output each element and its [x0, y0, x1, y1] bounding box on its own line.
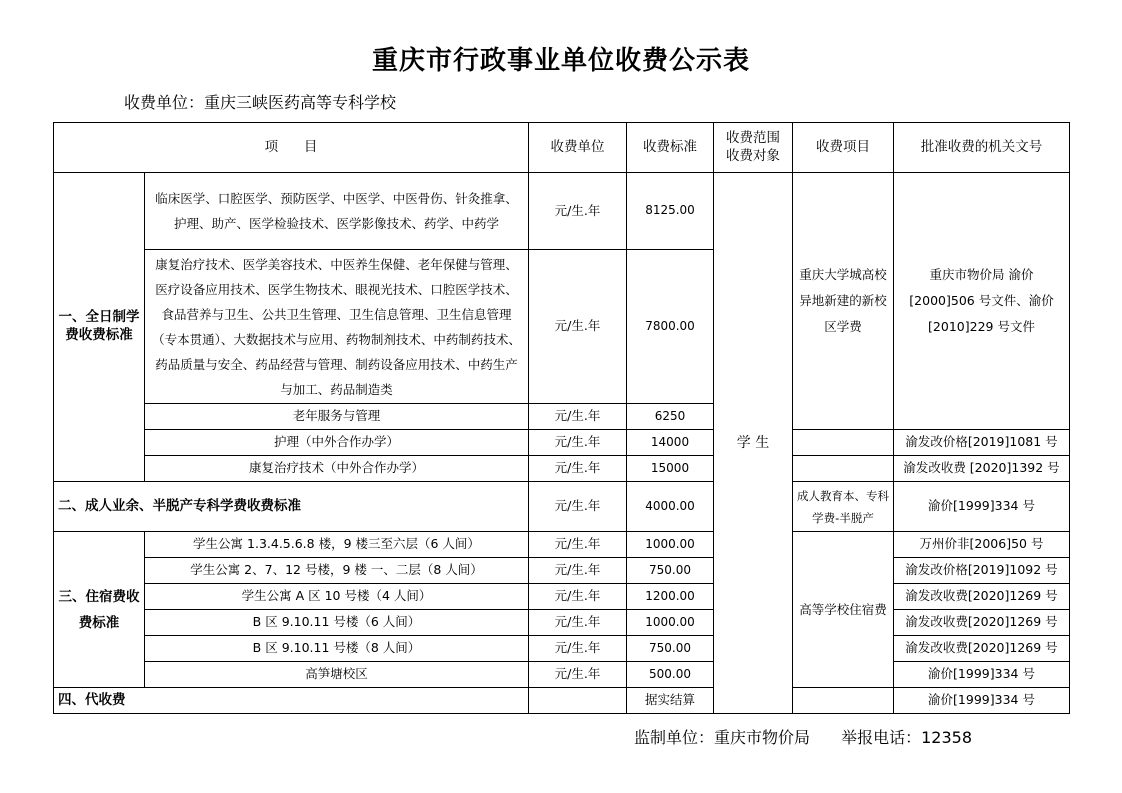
section1-row5-unit: 元/生.年 [529, 456, 627, 482]
table-row [54, 584, 1070, 610]
section3-row2-item: 学生公寓 2、7、12 号楼，9 楼 一、二层（8 人间） [145, 558, 529, 584]
section1-row4-fee-item [793, 430, 894, 456]
section1-row2-unit: 元/生.年 [529, 250, 627, 404]
section1-row4-approval: 渝发改价格[2019]1081 号 [894, 430, 1070, 456]
section3-row4-approval: 渝发改收费[2020]1269 号 [894, 610, 1070, 636]
fee-table [53, 122, 1070, 714]
section3-row6-standard: 500.00 [627, 662, 714, 688]
footer [634, 725, 972, 748]
table-row [54, 532, 1070, 558]
section3-row3-item: 学生公寓 A 区 10 号楼（4 人间） [145, 584, 529, 610]
section3-row5-unit: 元/生.年 [529, 636, 627, 662]
section2-unit: 元/生.年 [529, 482, 627, 532]
section1-approval: 重庆市物价局 渝价[2000]506 号文件、渝价[2010]229 号文件 [894, 173, 1070, 430]
section1-row5-standard: 15000 [627, 456, 714, 482]
section3-row3-unit: 元/生.年 [529, 584, 627, 610]
header-unit: 收费单位 [529, 123, 627, 173]
table-row [54, 636, 1070, 662]
section3-row2-unit: 元/生.年 [529, 558, 627, 584]
header-scope: 收费范围 收费对象 [714, 123, 793, 173]
section1-row3-item: 老年服务与管理 [145, 404, 529, 430]
section3-row6-item: 高笋塘校区 [145, 662, 529, 688]
section2-approval: 渝价[1999]334 号 [894, 482, 1070, 532]
section3-row5-item: B 区 9.10.11 号楼（8 人间） [145, 636, 529, 662]
section3-label: 三、住宿费收费标准 [54, 532, 145, 688]
section3-row5-approval: 渝发改收费[2020]1269 号 [894, 636, 1070, 662]
section3-row2-standard: 750.00 [627, 558, 714, 584]
section3-row4-item: B 区 9.10.11 号楼（6 人间） [145, 610, 529, 636]
section1-row5-item: 康复治疗技术（中外合作办学） [145, 456, 529, 482]
section1-row5-fee-item [793, 456, 894, 482]
table-row [54, 662, 1070, 688]
section3-row4-standard: 1000.00 [627, 610, 714, 636]
section4-unit [529, 688, 627, 714]
section2-standard: 4000.00 [627, 482, 714, 532]
section4-standard: 据实结算 [627, 688, 714, 714]
charging-unit: 收费单位：重庆三峡医药高等专科学校 [124, 93, 397, 112]
supervisor-text: 监制单位：重庆市物价局 [634, 728, 811, 747]
section1-label: 一、全日制学费收费标准 [54, 173, 145, 482]
section1-row4-item: 护理（中外合作办学） [145, 430, 529, 456]
hotline-text: 举报电话：12358 [841, 728, 973, 747]
section1-row1-unit: 元/生.年 [529, 173, 627, 250]
section1-row4-unit: 元/生.年 [529, 430, 627, 456]
header-standard: 收费标准 [627, 123, 714, 173]
section3-row1-standard: 1000.00 [627, 532, 714, 558]
section3-row3-standard: 1200.00 [627, 584, 714, 610]
section3-row2-approval: 渝发改价格[2019]1092 号 [894, 558, 1070, 584]
section3-row6-approval: 渝价[1999]334 号 [894, 662, 1070, 688]
section1-row1-item: 临床医学、口腔医学、预防医学、中医学、中医骨伤、针灸推拿、护理、助产、医学检验技术、医学影像技术、药学、中药学 [145, 173, 529, 250]
table-row [54, 456, 1070, 482]
table-row [54, 558, 1070, 584]
section2-fee-item: 成人教育本、专科学费-半脱产 [793, 482, 894, 532]
section3-row5-standard: 750.00 [627, 636, 714, 662]
scope-students: 学 生 [714, 173, 793, 714]
section1-row4-standard: 14000 [627, 430, 714, 456]
section1-row3-unit: 元/生.年 [529, 404, 627, 430]
section4-label: 四、代收费 [54, 688, 529, 714]
header-item: 项 目 [54, 123, 529, 173]
section1-row2-standard: 7800.00 [627, 250, 714, 404]
section3-row6-unit: 元/生.年 [529, 662, 627, 688]
section1-row1-standard: 8125.00 [627, 173, 714, 250]
section3-row4-unit: 元/生.年 [529, 610, 627, 636]
header-row [54, 123, 1070, 173]
section3-row3-approval: 渝发改收费[2020]1269 号 [894, 584, 1070, 610]
section1-row5-approval: 渝发改收费 [2020]1392 号 [894, 456, 1070, 482]
page-title: 重庆市行政事业单位收费公示表 [371, 46, 750, 76]
header-approval: 批准收费的机关文号 [894, 123, 1070, 173]
table-row [54, 430, 1070, 456]
section2-label: 二、成人业余、半脱产专科学费收费标准 [54, 482, 529, 532]
table-row [54, 173, 1070, 250]
section1-row2-item: 康复治疗技术、医学美容技术、中医养生保健、老年保健与管理、医疗设备应用技术、医学生物技术、眼视光技术、口腔医学技术、食品营养与卫生、公共卫生管理、卫生信息管理、卫生信息管理（专本贯通）、大数据技术与应用、药物制剂技术、中药制药技术、药品质量与安全、药品经营与管理、制药设备应用技术、中药生产与加工、药品制造类 [145, 250, 529, 404]
section3-row1-item: 学生公寓 1.3.4.5.6.8 楼，9 楼三至六层（6 人间） [145, 532, 529, 558]
table-row [54, 610, 1070, 636]
table-row [54, 482, 1070, 532]
section1-row3-standard: 6250 [627, 404, 714, 430]
section3-row1-unit: 元/生.年 [529, 532, 627, 558]
section3-row1-approval: 万州价非[2006]50 号 [894, 532, 1070, 558]
header-fee-item: 收费项目 [793, 123, 894, 173]
table-row [54, 688, 1070, 714]
section4-approval: 渝价[1999]334 号 [894, 688, 1070, 714]
section4-fee-item [793, 688, 894, 714]
section1-fee-item: 重庆大学城高校异地新建的新校区学费 [793, 173, 894, 430]
section3-fee-item: 高等学校住宿费 [793, 532, 894, 688]
